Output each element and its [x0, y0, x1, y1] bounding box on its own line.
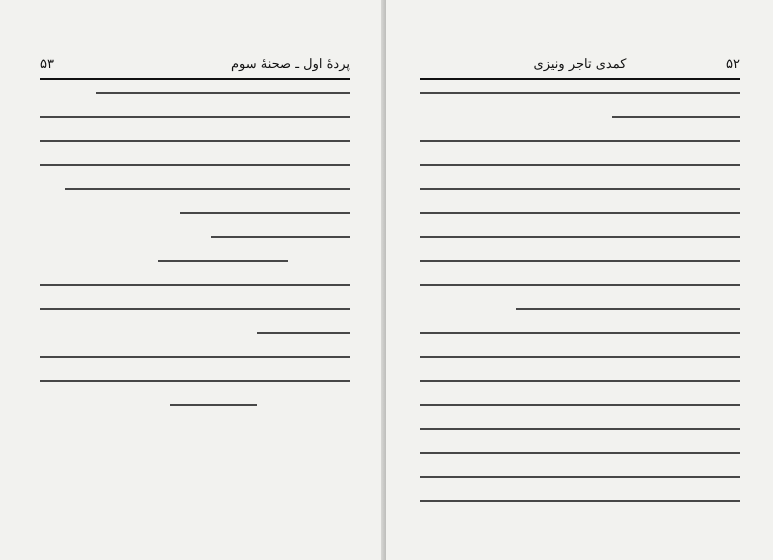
left-page-header	[40, 57, 350, 75]
text-line	[420, 452, 740, 454]
text-line	[257, 332, 350, 334]
text-line	[420, 332, 740, 334]
text-line	[420, 92, 740, 94]
text-line	[420, 188, 740, 190]
text-line	[612, 116, 740, 118]
text-line	[170, 404, 257, 406]
text-line	[516, 308, 740, 310]
left-page	[0, 0, 386, 560]
text-line	[420, 140, 740, 142]
text-line	[40, 308, 350, 310]
left-page-running-title: پردهٔ اول ـ صحنهٔ سوم	[230, 57, 350, 72]
text-line	[40, 356, 350, 358]
text-line	[420, 500, 740, 502]
text-line	[96, 92, 350, 94]
text-line	[211, 236, 351, 238]
text-line	[420, 284, 740, 286]
text-line	[40, 140, 350, 142]
text-line	[158, 260, 288, 262]
text-line	[420, 236, 740, 238]
text-line	[420, 380, 740, 382]
text-line	[420, 404, 740, 406]
text-line	[420, 476, 740, 478]
text-line	[40, 284, 350, 286]
left-page-number: ۵۳	[40, 57, 54, 72]
text-line	[40, 380, 350, 382]
text-line	[180, 212, 351, 214]
text-line	[420, 164, 740, 166]
right-page-header	[420, 57, 740, 75]
text-line	[420, 356, 740, 358]
text-line	[65, 188, 350, 190]
left-page-text-block	[40, 92, 350, 428]
text-line	[40, 164, 350, 166]
text-line	[420, 428, 740, 430]
right-page-text-block	[420, 92, 740, 524]
right-page-number: ۵۲	[726, 57, 740, 72]
right-page-running-title: کمدی تاجر ونیزی	[533, 57, 627, 72]
text-line	[420, 260, 740, 262]
right-page	[386, 0, 773, 560]
left-page-header-rule	[40, 78, 350, 80]
text-line	[420, 212, 740, 214]
right-page-header-rule	[420, 78, 740, 80]
text-line	[40, 116, 350, 118]
